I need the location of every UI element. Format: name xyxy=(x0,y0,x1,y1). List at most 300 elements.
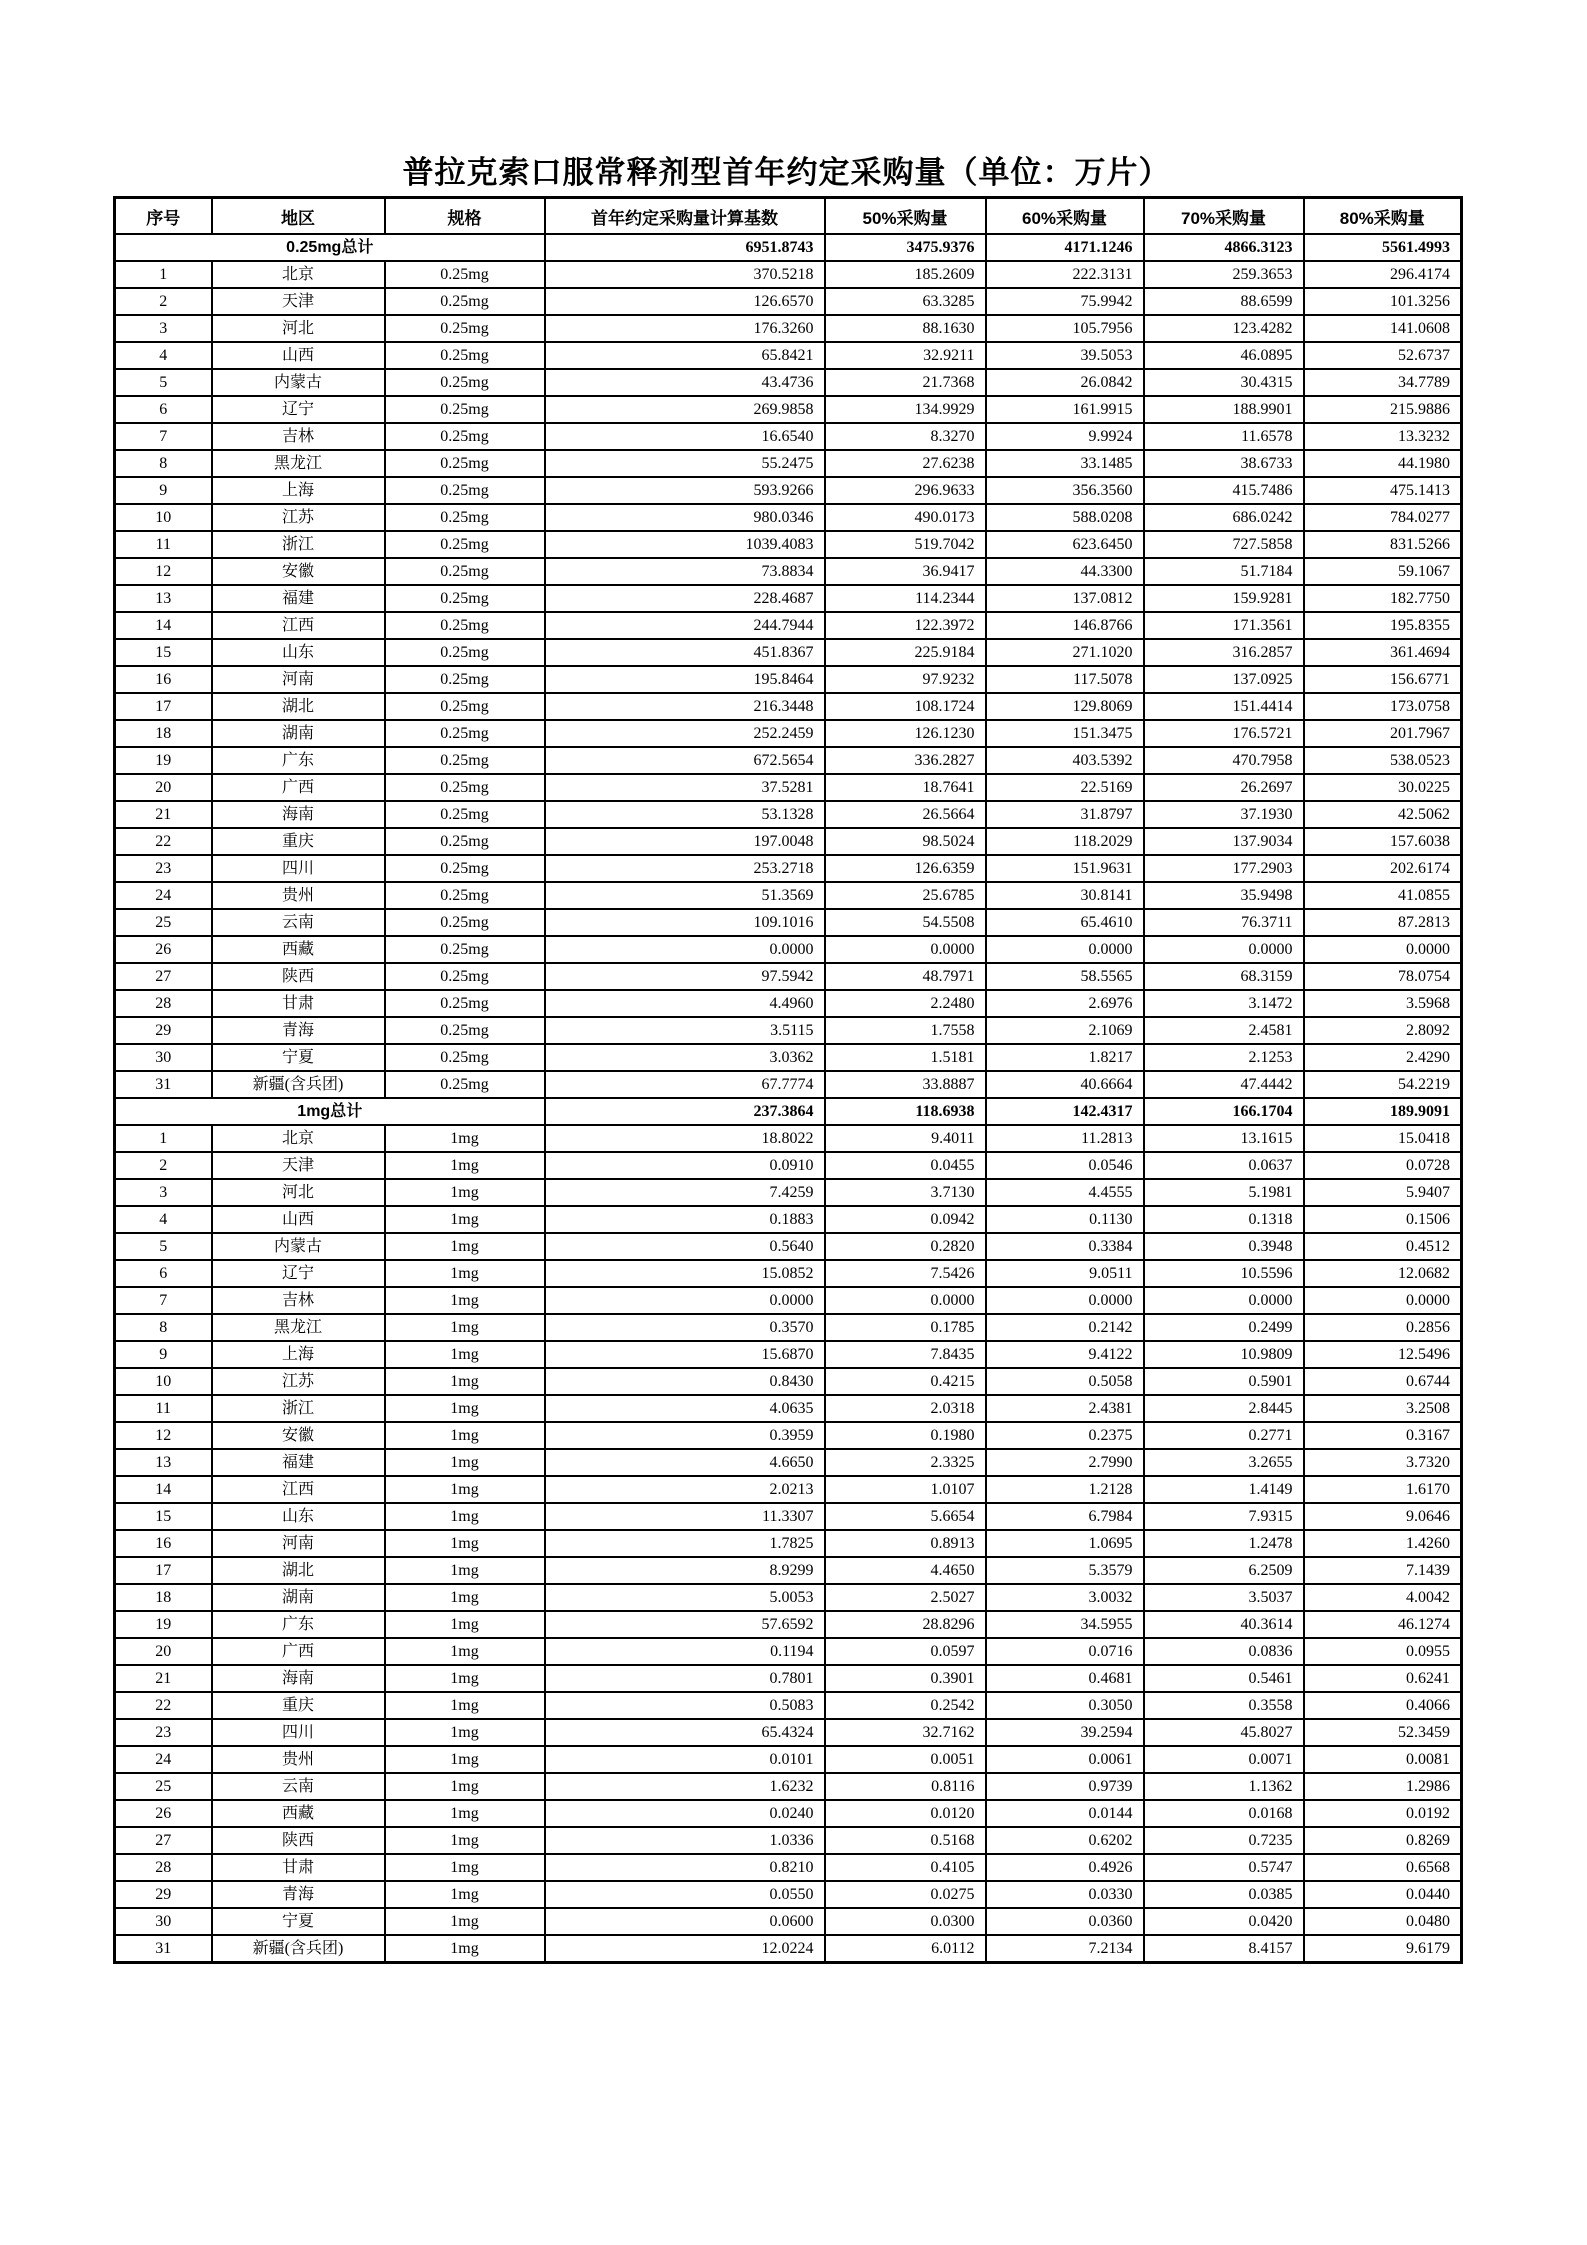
base-volume: 15.6870 xyxy=(545,1341,825,1368)
spec: 1mg xyxy=(385,1395,545,1422)
spec: 1mg xyxy=(385,1800,545,1827)
vol-60pct: 9.4122 xyxy=(986,1341,1144,1368)
region: 四川 xyxy=(212,855,385,882)
spec: 0.25mg xyxy=(385,666,545,693)
region: 河北 xyxy=(212,1179,385,1206)
region: 浙江 xyxy=(212,1395,385,1422)
region: 湖北 xyxy=(212,1557,385,1584)
vol-60pct: 7.2134 xyxy=(986,1935,1144,1963)
section-total-row xyxy=(115,234,1462,261)
section-total-value: 6951.8743 xyxy=(545,234,825,261)
base-volume: 57.6592 xyxy=(545,1611,825,1638)
vol-80pct: 3.7320 xyxy=(1304,1449,1462,1476)
row-no: 30 xyxy=(115,1044,212,1071)
base-volume: 0.0240 xyxy=(545,1800,825,1827)
table-row xyxy=(115,990,1462,1017)
vol-80pct: 141.0608 xyxy=(1304,315,1462,342)
vol-50pct: 0.0300 xyxy=(825,1908,986,1935)
spec: 1mg xyxy=(385,1449,545,1476)
vol-70pct: 7.9315 xyxy=(1144,1503,1304,1530)
spec: 1mg xyxy=(385,1827,545,1854)
table-row xyxy=(115,477,1462,504)
spec: 0.25mg xyxy=(385,396,545,423)
region: 山东 xyxy=(212,639,385,666)
spec: 1mg xyxy=(385,1908,545,1935)
vol-60pct: 0.0330 xyxy=(986,1881,1144,1908)
base-volume: 252.2459 xyxy=(545,720,825,747)
vol-60pct: 11.2813 xyxy=(986,1125,1144,1152)
vol-80pct: 0.6568 xyxy=(1304,1854,1462,1881)
col-header-base-volume: 首年约定采购量计算基数 xyxy=(545,198,825,235)
table-row xyxy=(115,1179,1462,1206)
vol-50pct: 122.3972 xyxy=(825,612,986,639)
vol-50pct: 7.8435 xyxy=(825,1341,986,1368)
region: 广东 xyxy=(212,1611,385,1638)
vol-80pct: 0.3167 xyxy=(1304,1422,1462,1449)
vol-80pct: 0.8269 xyxy=(1304,1827,1462,1854)
table-row xyxy=(115,855,1462,882)
vol-50pct: 0.8913 xyxy=(825,1530,986,1557)
row-no: 26 xyxy=(115,1800,212,1827)
vol-50pct: 97.9232 xyxy=(825,666,986,693)
vol-60pct: 161.9915 xyxy=(986,396,1144,423)
vol-50pct: 1.0107 xyxy=(825,1476,986,1503)
spec: 1mg xyxy=(385,1746,545,1773)
vol-80pct: 54.2219 xyxy=(1304,1071,1462,1098)
table-row xyxy=(115,720,1462,747)
spec: 1mg xyxy=(385,1611,545,1638)
region: 江西 xyxy=(212,1476,385,1503)
spec: 0.25mg xyxy=(385,558,545,585)
vol-50pct: 108.1724 xyxy=(825,693,986,720)
vol-60pct: 0.9739 xyxy=(986,1773,1144,1800)
spec: 0.25mg xyxy=(385,612,545,639)
vol-80pct: 34.7789 xyxy=(1304,369,1462,396)
section-total-value: 142.4317 xyxy=(986,1098,1144,1125)
section-total-row xyxy=(115,1098,1462,1125)
vol-70pct: 3.1472 xyxy=(1144,990,1304,1017)
header-row xyxy=(115,198,1462,235)
table-row xyxy=(115,315,1462,342)
vol-70pct: 1.1362 xyxy=(1144,1773,1304,1800)
table-row xyxy=(115,1449,1462,1476)
row-no: 25 xyxy=(115,1773,212,1800)
table-row xyxy=(115,1530,1462,1557)
table-row xyxy=(115,1125,1462,1152)
vol-80pct: 0.0192 xyxy=(1304,1800,1462,1827)
base-volume: 253.2718 xyxy=(545,855,825,882)
vol-50pct: 0.4215 xyxy=(825,1368,986,1395)
vol-50pct: 0.0275 xyxy=(825,1881,986,1908)
vol-60pct: 44.3300 xyxy=(986,558,1144,585)
vol-60pct: 0.4681 xyxy=(986,1665,1144,1692)
vol-80pct: 202.6174 xyxy=(1304,855,1462,882)
vol-70pct: 2.1253 xyxy=(1144,1044,1304,1071)
section-total-value: 189.9091 xyxy=(1304,1098,1462,1125)
row-no: 22 xyxy=(115,1692,212,1719)
vol-60pct: 137.0812 xyxy=(986,585,1144,612)
base-volume: 0.5083 xyxy=(545,1692,825,1719)
table-row xyxy=(115,1665,1462,1692)
vol-80pct: 13.3232 xyxy=(1304,423,1462,450)
vol-50pct: 0.1785 xyxy=(825,1314,986,1341)
spec: 0.25mg xyxy=(385,693,545,720)
vol-80pct: 15.0418 xyxy=(1304,1125,1462,1152)
vol-50pct: 0.0455 xyxy=(825,1152,986,1179)
spec: 0.25mg xyxy=(385,369,545,396)
vol-60pct: 1.2128 xyxy=(986,1476,1144,1503)
table-row xyxy=(115,450,1462,477)
table-row xyxy=(115,1800,1462,1827)
vol-70pct: 30.4315 xyxy=(1144,369,1304,396)
row-no: 2 xyxy=(115,288,212,315)
vol-80pct: 30.0225 xyxy=(1304,774,1462,801)
table-row xyxy=(115,1044,1462,1071)
vol-60pct: 151.9631 xyxy=(986,855,1144,882)
vol-70pct: 137.9034 xyxy=(1144,828,1304,855)
col-header-70pct: 70%采购量 xyxy=(1144,198,1304,235)
vol-60pct: 105.7956 xyxy=(986,315,1144,342)
vol-50pct: 25.6785 xyxy=(825,882,986,909)
spec: 0.25mg xyxy=(385,1044,545,1071)
row-no: 11 xyxy=(115,531,212,558)
table-row xyxy=(115,1908,1462,1935)
table-row xyxy=(115,1206,1462,1233)
row-no: 5 xyxy=(115,1233,212,1260)
vol-70pct: 137.0925 xyxy=(1144,666,1304,693)
vol-70pct: 1.4149 xyxy=(1144,1476,1304,1503)
row-no: 28 xyxy=(115,990,212,1017)
row-no: 24 xyxy=(115,882,212,909)
section-total-value: 4866.3123 xyxy=(1144,234,1304,261)
spec: 0.25mg xyxy=(385,477,545,504)
vol-50pct: 32.9211 xyxy=(825,342,986,369)
vol-50pct: 5.6654 xyxy=(825,1503,986,1530)
spec: 0.25mg xyxy=(385,315,545,342)
spec: 0.25mg xyxy=(385,990,545,1017)
col-header-80pct: 80%采购量 xyxy=(1304,198,1462,235)
region: 天津 xyxy=(212,288,385,315)
spec: 0.25mg xyxy=(385,801,545,828)
spec: 0.25mg xyxy=(385,1017,545,1044)
row-no: 12 xyxy=(115,1422,212,1449)
vol-60pct: 0.3384 xyxy=(986,1233,1144,1260)
vol-70pct: 35.9498 xyxy=(1144,882,1304,909)
spec: 0.25mg xyxy=(385,1071,545,1098)
vol-80pct: 5.9407 xyxy=(1304,1179,1462,1206)
col-header-spec: 规格 xyxy=(385,198,545,235)
vol-70pct: 123.4282 xyxy=(1144,315,1304,342)
vol-80pct: 4.0042 xyxy=(1304,1584,1462,1611)
table-row xyxy=(115,396,1462,423)
base-volume: 65.8421 xyxy=(545,342,825,369)
spec: 0.25mg xyxy=(385,450,545,477)
col-header-60pct: 60%采购量 xyxy=(986,198,1144,235)
row-no: 13 xyxy=(115,1449,212,1476)
table-row xyxy=(115,1233,1462,1260)
base-volume: 593.9266 xyxy=(545,477,825,504)
row-no: 2 xyxy=(115,1152,212,1179)
region: 黑龙江 xyxy=(212,1314,385,1341)
vol-70pct: 151.4414 xyxy=(1144,693,1304,720)
spec: 0.25mg xyxy=(385,855,545,882)
region: 青海 xyxy=(212,1881,385,1908)
spec: 0.25mg xyxy=(385,585,545,612)
base-volume: 176.3260 xyxy=(545,315,825,342)
vol-70pct: 0.5747 xyxy=(1144,1854,1304,1881)
region: 上海 xyxy=(212,1341,385,1368)
vol-70pct: 8.4157 xyxy=(1144,1935,1304,1963)
spec: 1mg xyxy=(385,1557,545,1584)
vol-50pct: 7.5426 xyxy=(825,1260,986,1287)
spec: 1mg xyxy=(385,1206,545,1233)
vol-60pct: 31.8797 xyxy=(986,801,1144,828)
spec: 1mg xyxy=(385,1503,545,1530)
row-no: 13 xyxy=(115,585,212,612)
vol-50pct: 0.0120 xyxy=(825,1800,986,1827)
spec: 0.25mg xyxy=(385,963,545,990)
row-no: 10 xyxy=(115,1368,212,1395)
table-row xyxy=(115,1692,1462,1719)
table-row xyxy=(115,666,1462,693)
vol-50pct: 0.4105 xyxy=(825,1854,986,1881)
vol-80pct: 9.0646 xyxy=(1304,1503,1462,1530)
vol-80pct: 1.4260 xyxy=(1304,1530,1462,1557)
table-row xyxy=(115,1827,1462,1854)
vol-50pct: 98.5024 xyxy=(825,828,986,855)
vol-50pct: 9.4011 xyxy=(825,1125,986,1152)
vol-60pct: 0.0716 xyxy=(986,1638,1144,1665)
region: 江苏 xyxy=(212,1368,385,1395)
vol-60pct: 1.0695 xyxy=(986,1530,1144,1557)
region: 重庆 xyxy=(212,828,385,855)
spec: 1mg xyxy=(385,1341,545,1368)
vol-60pct: 2.4381 xyxy=(986,1395,1144,1422)
spec: 0.25mg xyxy=(385,504,545,531)
vol-80pct: 201.7967 xyxy=(1304,720,1462,747)
vol-50pct: 32.7162 xyxy=(825,1719,986,1746)
row-no: 19 xyxy=(115,747,212,774)
section-total-value: 166.1704 xyxy=(1144,1098,1304,1125)
table-row xyxy=(115,342,1462,369)
vol-50pct: 0.0597 xyxy=(825,1638,986,1665)
region: 西藏 xyxy=(212,1800,385,1827)
vol-50pct: 519.7042 xyxy=(825,531,986,558)
table-row xyxy=(115,1395,1462,1422)
row-no: 6 xyxy=(115,1260,212,1287)
table-row xyxy=(115,1503,1462,1530)
vol-50pct: 0.0942 xyxy=(825,1206,986,1233)
vol-60pct: 117.5078 xyxy=(986,666,1144,693)
vol-60pct: 271.1020 xyxy=(986,639,1144,666)
vol-80pct: 0.6241 xyxy=(1304,1665,1462,1692)
vol-70pct: 0.5461 xyxy=(1144,1665,1304,1692)
table-row xyxy=(115,882,1462,909)
base-volume: 0.0910 xyxy=(545,1152,825,1179)
spec: 1mg xyxy=(385,1368,545,1395)
vol-70pct: 6.2509 xyxy=(1144,1557,1304,1584)
vol-60pct: 34.5955 xyxy=(986,1611,1144,1638)
region: 青海 xyxy=(212,1017,385,1044)
vol-50pct: 126.6359 xyxy=(825,855,986,882)
spec: 0.25mg xyxy=(385,639,545,666)
spec: 0.25mg xyxy=(385,531,545,558)
region: 湖北 xyxy=(212,693,385,720)
base-volume: 1.6232 xyxy=(545,1773,825,1800)
region: 福建 xyxy=(212,1449,385,1476)
vol-60pct: 0.4926 xyxy=(986,1854,1144,1881)
vol-70pct: 415.7486 xyxy=(1144,477,1304,504)
page-title: 普拉克索口服常释剂型首年约定采购量（单位：万片） xyxy=(402,155,1171,190)
vol-60pct: 129.8069 xyxy=(986,693,1144,720)
spec: 1mg xyxy=(385,1179,545,1206)
table-row xyxy=(115,1611,1462,1638)
vol-50pct: 63.3285 xyxy=(825,288,986,315)
region: 贵州 xyxy=(212,882,385,909)
row-no: 23 xyxy=(115,1719,212,1746)
vol-50pct: 3.7130 xyxy=(825,1179,986,1206)
region: 北京 xyxy=(212,261,385,288)
vol-50pct: 2.0318 xyxy=(825,1395,986,1422)
vol-70pct: 177.2903 xyxy=(1144,855,1304,882)
row-no: 20 xyxy=(115,1638,212,1665)
row-no: 4 xyxy=(115,342,212,369)
vol-50pct: 0.0000 xyxy=(825,1287,986,1314)
base-volume: 980.0346 xyxy=(545,504,825,531)
base-volume: 0.0000 xyxy=(545,1287,825,1314)
section-total-value: 4171.1246 xyxy=(986,234,1144,261)
vol-80pct: 173.0758 xyxy=(1304,693,1462,720)
vol-80pct: 156.6771 xyxy=(1304,666,1462,693)
region: 辽宁 xyxy=(212,1260,385,1287)
vol-70pct: 727.5858 xyxy=(1144,531,1304,558)
base-volume: 73.8834 xyxy=(545,558,825,585)
vol-70pct: 45.8027 xyxy=(1144,1719,1304,1746)
row-no: 29 xyxy=(115,1881,212,1908)
vol-50pct: 54.5508 xyxy=(825,909,986,936)
vol-80pct: 52.3459 xyxy=(1304,1719,1462,1746)
row-no: 1 xyxy=(115,261,212,288)
table-row xyxy=(115,288,1462,315)
base-volume: 269.9858 xyxy=(545,396,825,423)
vol-70pct: 176.5721 xyxy=(1144,720,1304,747)
base-volume: 97.5942 xyxy=(545,963,825,990)
table-row xyxy=(115,1557,1462,1584)
vol-70pct: 10.9809 xyxy=(1144,1341,1304,1368)
region: 山西 xyxy=(212,342,385,369)
vol-60pct: 403.5392 xyxy=(986,747,1144,774)
row-no: 27 xyxy=(115,1827,212,1854)
vol-60pct: 33.1485 xyxy=(986,450,1144,477)
vol-50pct: 0.2820 xyxy=(825,1233,986,1260)
vol-80pct: 0.0081 xyxy=(1304,1746,1462,1773)
vol-50pct: 88.1630 xyxy=(825,315,986,342)
table-row xyxy=(115,1368,1462,1395)
spec: 1mg xyxy=(385,1881,545,1908)
vol-80pct: 12.0682 xyxy=(1304,1260,1462,1287)
vol-80pct: 87.2813 xyxy=(1304,909,1462,936)
vol-70pct: 76.3711 xyxy=(1144,909,1304,936)
vol-80pct: 3.2508 xyxy=(1304,1395,1462,1422)
vol-50pct: 336.2827 xyxy=(825,747,986,774)
vol-50pct: 225.9184 xyxy=(825,639,986,666)
section-total-value: 118.6938 xyxy=(825,1098,986,1125)
row-no: 22 xyxy=(115,828,212,855)
vol-50pct: 1.5181 xyxy=(825,1044,986,1071)
spec: 1mg xyxy=(385,1719,545,1746)
row-no: 7 xyxy=(115,1287,212,1314)
region: 安徽 xyxy=(212,1422,385,1449)
vol-60pct: 22.5169 xyxy=(986,774,1144,801)
base-volume: 7.4259 xyxy=(545,1179,825,1206)
vol-60pct: 588.0208 xyxy=(986,504,1144,531)
vol-60pct: 39.2594 xyxy=(986,1719,1144,1746)
vol-60pct: 146.8766 xyxy=(986,612,1144,639)
table-row xyxy=(115,1476,1462,1503)
vol-80pct: 0.4512 xyxy=(1304,1233,1462,1260)
vol-70pct: 188.9901 xyxy=(1144,396,1304,423)
vol-60pct: 58.5565 xyxy=(986,963,1144,990)
row-no: 15 xyxy=(115,1503,212,1530)
vol-50pct: 490.0173 xyxy=(825,504,986,531)
vol-60pct: 222.3131 xyxy=(986,261,1144,288)
region: 新疆(含兵团) xyxy=(212,1071,385,1098)
row-no: 8 xyxy=(115,1314,212,1341)
base-volume: 3.5115 xyxy=(545,1017,825,1044)
row-no: 16 xyxy=(115,1530,212,1557)
vol-80pct: 538.0523 xyxy=(1304,747,1462,774)
spec: 1mg xyxy=(385,1287,545,1314)
region: 河北 xyxy=(212,315,385,342)
vol-60pct: 1.8217 xyxy=(986,1044,1144,1071)
region: 上海 xyxy=(212,477,385,504)
vol-70pct: 5.1981 xyxy=(1144,1179,1304,1206)
vol-70pct: 259.3653 xyxy=(1144,261,1304,288)
vol-70pct: 470.7958 xyxy=(1144,747,1304,774)
base-volume: 672.5654 xyxy=(545,747,825,774)
spec: 1mg xyxy=(385,1665,545,1692)
table-row xyxy=(115,261,1462,288)
row-no: 30 xyxy=(115,1908,212,1935)
region: 辽宁 xyxy=(212,396,385,423)
table-row xyxy=(115,423,1462,450)
spec: 0.25mg xyxy=(385,828,545,855)
vol-80pct: 7.1439 xyxy=(1304,1557,1462,1584)
vol-70pct: 0.0637 xyxy=(1144,1152,1304,1179)
vol-80pct: 361.4694 xyxy=(1304,639,1462,666)
spec: 0.25mg xyxy=(385,882,545,909)
row-no: 7 xyxy=(115,423,212,450)
region: 河南 xyxy=(212,1530,385,1557)
vol-70pct: 316.2857 xyxy=(1144,639,1304,666)
vol-80pct: 0.0480 xyxy=(1304,1908,1462,1935)
table-row xyxy=(115,963,1462,990)
row-no: 17 xyxy=(115,1557,212,1584)
vol-50pct: 185.2609 xyxy=(825,261,986,288)
spec: 0.25mg xyxy=(385,288,545,315)
base-volume: 1039.4083 xyxy=(545,531,825,558)
region: 广西 xyxy=(212,1638,385,1665)
row-no: 29 xyxy=(115,1017,212,1044)
row-no: 18 xyxy=(115,1584,212,1611)
region: 江苏 xyxy=(212,504,385,531)
section-total-value: 5561.4993 xyxy=(1304,234,1462,261)
base-volume: 0.3959 xyxy=(545,1422,825,1449)
vol-70pct: 3.2655 xyxy=(1144,1449,1304,1476)
spec: 0.25mg xyxy=(385,423,545,450)
base-volume: 11.3307 xyxy=(545,1503,825,1530)
vol-70pct: 2.8445 xyxy=(1144,1395,1304,1422)
